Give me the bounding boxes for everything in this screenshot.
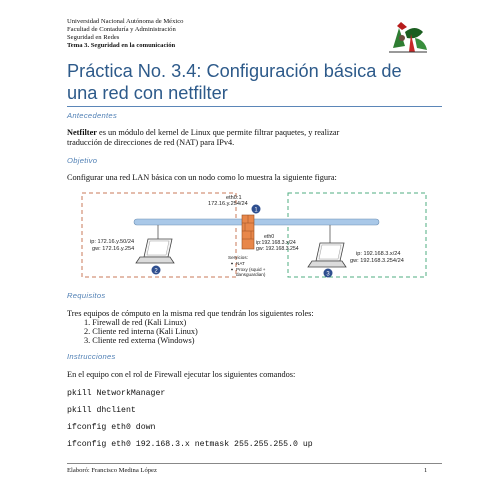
requisito-item-3: 3. Cliente red externa (Windows) [84,336,195,345]
faculty-logo [385,18,431,56]
netfilter-term: Netfilter [67,128,97,137]
antecedentes-line2: traducción de direcciones de red (NAT) para IPv4. [67,138,235,147]
command-line-3: ifconfig eth0 down [67,423,156,432]
requisito-item-2: 2. Cliente red interna (Kali Linux) [84,327,198,336]
antecedentes-line1-text: es un módulo del kernel de Linux que permite filtrar paquetes, y realizar [96,128,340,137]
section-heading-requisitos: Requisitos [67,291,106,300]
firewall-icon [242,215,254,249]
firewall-eth0-ip: ip:192.168.3.x/24 [256,240,296,246]
section-heading-objetivo: Objetivo [67,156,98,165]
antecedentes-line1 [67,128,339,139]
command-line-2: pkill dhclient [67,406,136,415]
left-host-gw: gw: 172.16.y.254 [92,246,135,252]
command-line-1: pkill NetworkManager [67,389,166,398]
instrucciones-intro: En el equipo con el rol de Firewall ejecutar los siguientes comandos: [67,370,296,379]
page-number: 1 [424,467,428,474]
footer-divider [67,463,442,464]
badge-right-host-label: 3 [326,271,330,278]
firewall-eth1-ip: 172.16.y.254/24 [208,201,248,207]
page-title [67,60,447,104]
right-host-gw: gw: 192.168.3.254/24 [350,258,404,264]
header-university: Universidad Nacional Autónoma de México [67,18,184,25]
section-heading-antecedentes: Antecedentes [67,111,118,120]
header-topic: Tema 3. Seguridad en la comunicación [67,42,176,49]
right-laptop-icon [308,243,346,267]
badge-left-host-label: 2 [154,268,158,275]
external-network-zone [288,193,426,277]
left-host-ip: ip: 172.16.y.50/24 [90,239,135,245]
firewall-eth1-name: eth0:1 [226,195,242,201]
badge-firewall-label: 1 [254,207,258,214]
page-title-line1: Práctica No. 3.4: Configuración básica de [67,61,402,81]
section-heading-instrucciones: Instrucciones [67,352,116,361]
header-faculty: Facultad de Contaduría y Administración [67,26,176,33]
footer-author: Elaboró: Francisco Medina López [67,467,157,474]
firewall-eth0-name: eth0 [264,234,275,240]
service-item-nat: NAT [236,261,245,266]
network-bar [134,219,379,225]
objetivo-text: Configurar una red LAN básica con un nodo como lo muestra la siguiente figura: [67,173,337,182]
requisito-item-1: 1. Firewall de red (Kali Linux) [84,318,187,327]
title-divider [67,106,442,107]
header-course: Seguridad en Redes [67,34,120,41]
command-line-4: ifconfig eth0 192.168.3.x netmask 255.255.255.0 up [67,440,313,449]
network-diagram [80,185,430,285]
service-item-proxy: Proxy (squid + [236,267,266,272]
requisitos-intro: Tres equipos de cómputo en la misma red que tendrán los siguientes roles: [67,309,314,318]
page-title-line2: una red con netfilter [67,83,228,103]
services-title: Servicios: [228,255,248,260]
service-item-proxy-cont: dansguardian) [236,272,266,277]
firewall-eth0-gw: gw: 192.168.3.254 [256,246,299,252]
left-laptop-icon [136,239,174,263]
right-host-ip: ip: 192.168.3.x/24 [356,251,401,257]
